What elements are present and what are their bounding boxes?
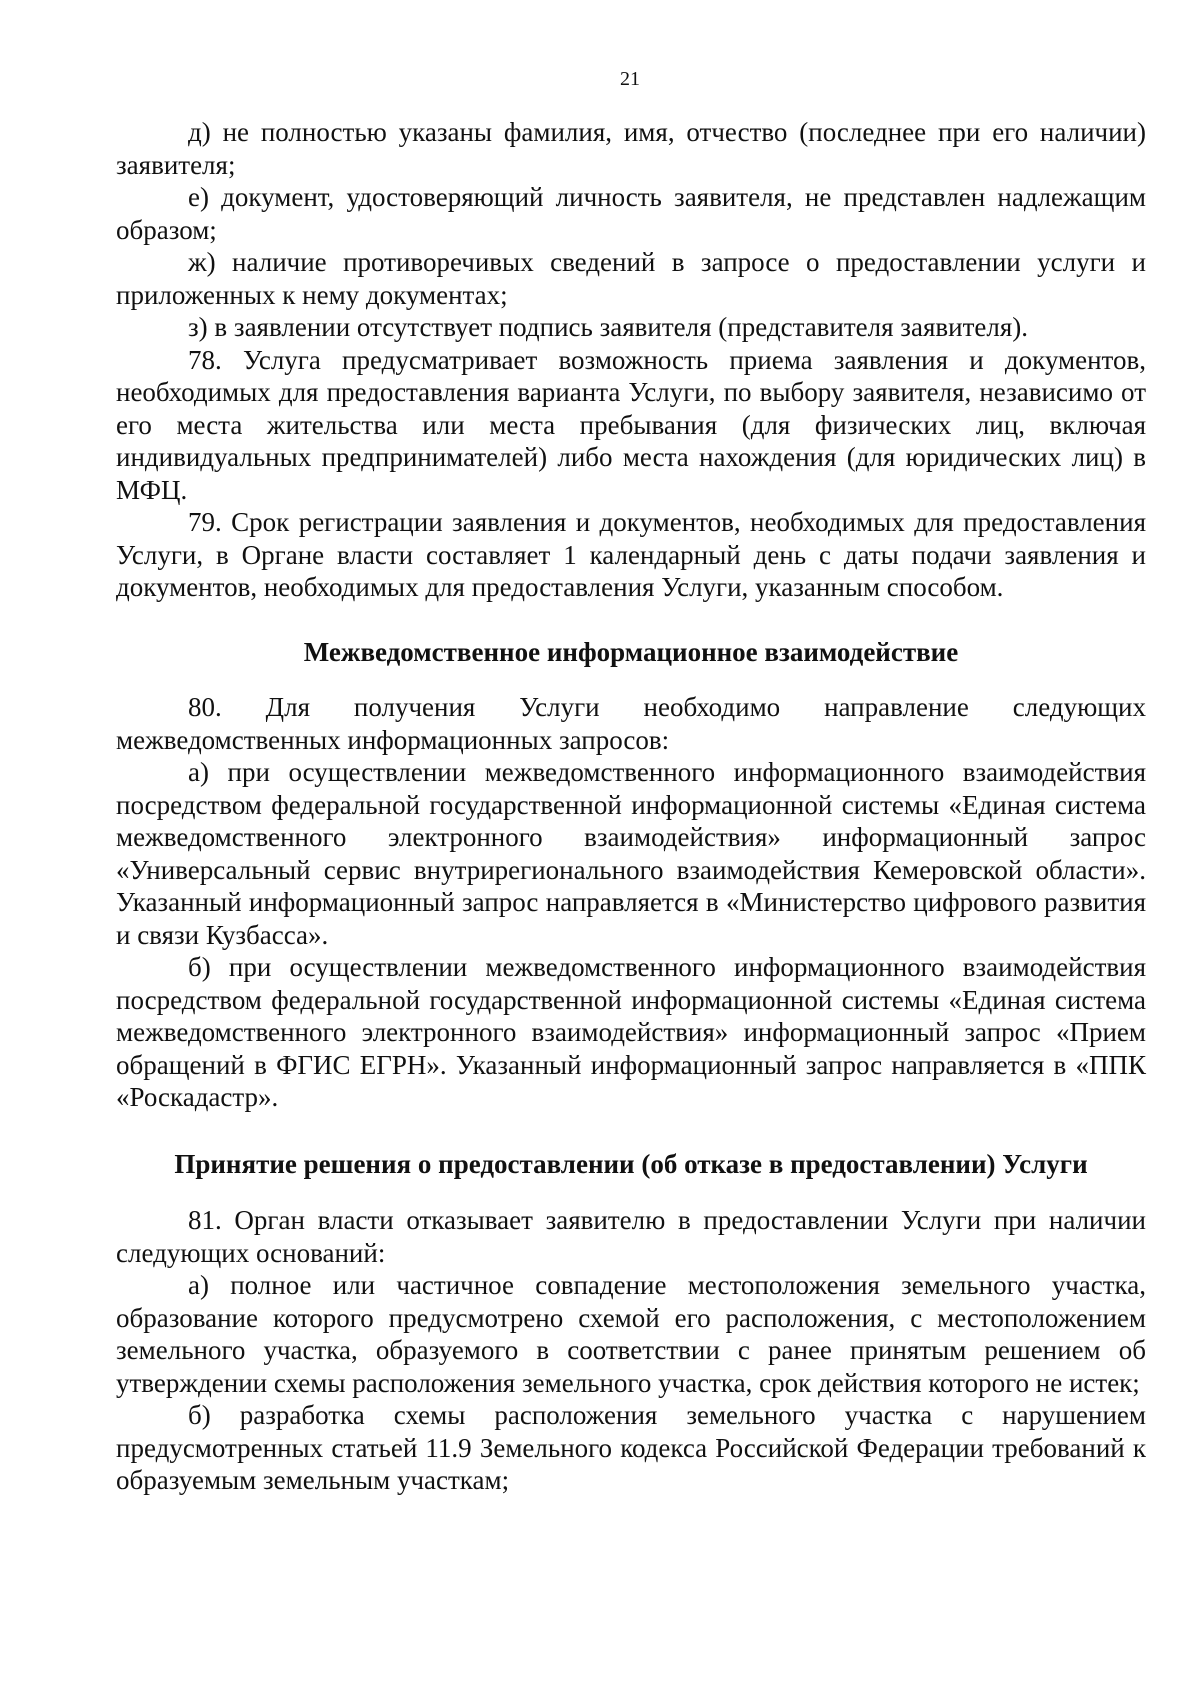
paragraph-80: 80. Для получения Услуги необходимо направление следующих межведомственных информационных запросов: xyxy=(116,692,1146,755)
paragraph-zh: ж) наличие противоречивых сведений в запросе о предоставлении услуги и приложенных к нему документах; xyxy=(116,247,1146,310)
paragraph-e: е) документ, удостоверяющий личность заявителя, не представлен надлежащим образом; xyxy=(116,182,1146,245)
paragraph-80-a: а) при осуществлении межведомственного информационного взаимодействия посредством федеральной государственной информационной системы «Единая система межведомственного электронного взаимодействия» информационный запрос «Универсальный сервис внутрирегионального взаимодействия Кемеровской области». Указанный информационный запрос направляется в «Министерство цифрового развития и связи Кузбасса». xyxy=(116,757,1146,950)
paragraph-81-b: б) разработка схемы расположения земельного участка с нарушением предусмотренных статьей 11.9 Земельного кодекса Российской Федерации требований к образуемым земельным участкам; xyxy=(116,1400,1146,1495)
paragraph-z: з) в заявлении отсутствует подпись заявителя (представителя заявителя). xyxy=(188,312,1028,342)
paragraph-81: 81. Орган власти отказывает заявителю в предоставлении Услуги при наличии следующих оснований: xyxy=(116,1205,1146,1268)
paragraph-d: д) не полностью указаны фамилия, имя, отчество (последнее при его наличии) заявителя; xyxy=(116,117,1146,180)
paragraph-79: 79. Срок регистрации заявления и документов, необходимых для предоставления Услуги, в Органе власти составляет 1 календарный день с даты подачи заявления и документов, необходимых для предоставления Услуги, указанным способом. xyxy=(116,507,1146,602)
paragraph-81-a: а) полное или частичное совпадение местоположения земельного участка, образование которого предусмотрено схемой его расположения, с местоположением земельного участка, образуемого в соответствии с ранее принятым решением об утверждении схемы расположения земельного участка, срок действия которого не истек; xyxy=(116,1270,1146,1398)
section-heading-interagency: Межведомственное информационное взаимодействие xyxy=(303,636,959,667)
paragraph-78: 78. Услуга предусматривает возможность приема заявления и документов, необходимых для предоставления варианта Услуги, по выбору заявителя, независимо от его места жительства или места пребывания (для физических лиц, включая индивидуальных предпринимателей) либо места нахождения (для юридических лиц) в МФЦ. xyxy=(116,344,1146,505)
section-heading-decision: Принятие решения о предоставлении (об отказе в предоставлении) Услуги xyxy=(174,1148,1088,1179)
page-number: 21 xyxy=(620,68,640,90)
document-body xyxy=(116,116,1146,1497)
paragraph-80-b: б) при осуществлении межведомственного информационного взаимодействия посредством федеральной государственной информационной системы «Единая система межведомственного электронного взаимодействия» информационный запрос «Прием обращений в ФГИС ЕГРН». Указанный информационный запрос направляется в «ППК «Роскадастр». xyxy=(116,952,1146,1112)
